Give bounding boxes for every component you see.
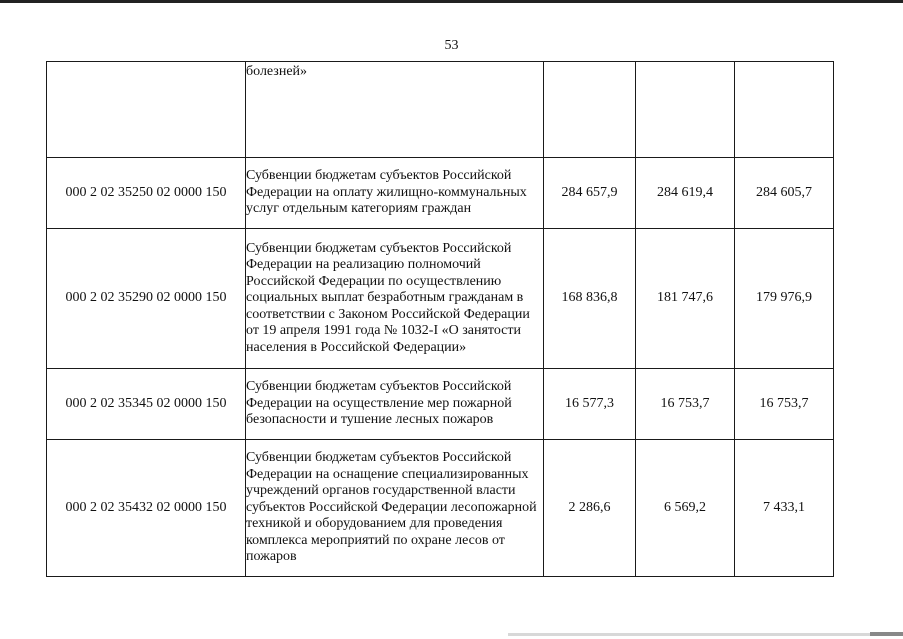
code-cell: 000 2 02 35290 02 0000 150 [47, 229, 246, 369]
value-cell: 284 657,9 [544, 158, 636, 229]
top-scan-border [0, 0, 903, 3]
table-row [47, 229, 834, 369]
value-cell: 2 286,6 [544, 440, 636, 577]
table-row [47, 158, 834, 229]
scan-artifact [508, 633, 903, 636]
table-row-continuation [47, 62, 834, 158]
description-cell: Субвенции бюджетам субъектов Российской Федерации на оснащение специализированных учреждений органов государственной власти субъектов Российской Федерации лесопожарной техникой и оборудованием для проведения комплекса мероприятий по охране лесов от пожаров [246, 440, 544, 577]
value-cell: 7 433,1 [735, 440, 834, 577]
scan-artifact [870, 632, 903, 636]
table-row [47, 369, 834, 440]
description-cell: Субвенции бюджетам субъектов Российской Федерации на осуществление мер пожарной безопасности и тушение лесных пожаров [246, 369, 544, 440]
value-cell [735, 62, 834, 158]
value-cell: 16 753,7 [636, 369, 735, 440]
description-cell: болезней» [246, 62, 544, 158]
description-cell: Субвенции бюджетам субъектов Российской Федерации на реализацию полномочий Российской Федерации по осуществлению социальных выплат безработным гражданам в соответствии с Законом Российской Федерации от 19 апреля 1991 года № 1032-I «О занятости населения в Российской Федерации» [246, 229, 544, 369]
value-cell: 168 836,8 [544, 229, 636, 369]
page-number: 53 [444, 38, 459, 53]
table-row [47, 440, 834, 577]
code-cell: 000 2 02 35432 02 0000 150 [47, 440, 246, 577]
value-cell: 16 577,3 [544, 369, 636, 440]
value-cell: 179 976,9 [735, 229, 834, 369]
code-cell: 000 2 02 35345 02 0000 150 [47, 369, 246, 440]
budget-table [46, 61, 834, 577]
value-cell: 16 753,7 [735, 369, 834, 440]
code-cell: 000 2 02 35250 02 0000 150 [47, 158, 246, 229]
value-cell: 181 747,6 [636, 229, 735, 369]
value-cell [544, 62, 636, 158]
description-cell: Субвенции бюджетам субъектов Российской Федерации на оплату жилищно-коммунальных услуг отдельным категориям граждан [246, 158, 544, 229]
code-cell [47, 62, 246, 158]
value-cell: 284 619,4 [636, 158, 735, 229]
value-cell [636, 62, 735, 158]
value-cell: 284 605,7 [735, 158, 834, 229]
value-cell: 6 569,2 [636, 440, 735, 577]
